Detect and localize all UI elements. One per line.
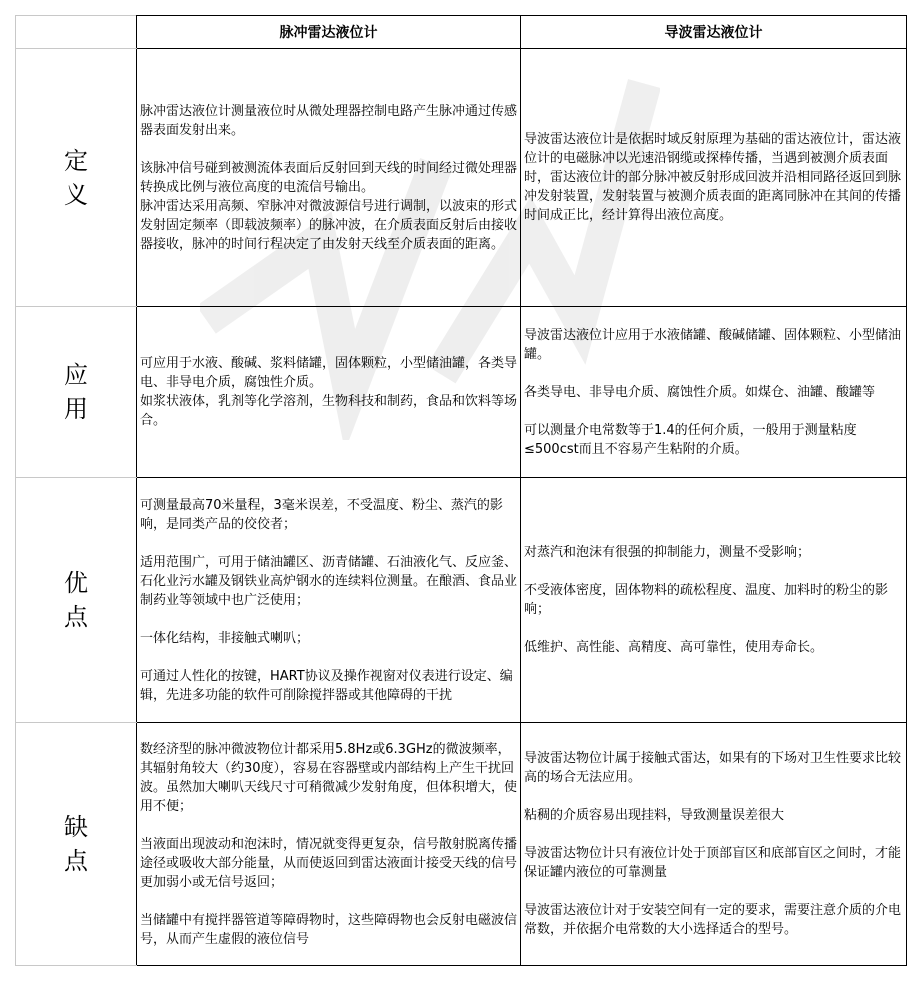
paragraph: 低维护、高性能、高精度、高可靠性，使用寿命长。 [524, 640, 824, 655]
label-char: 义 [64, 180, 88, 209]
paragraph: 导波雷达液位计对于安装空间有一定的要求，需要注意介质的介电常数，并依据介电常数的大小选择适合的型号。 [524, 903, 902, 937]
paragraph: 该脉冲信号碰到被测流体表面后反射回到天线的时间经过微处理器转换成比例与液位高度的电流信号输出。 [140, 160, 518, 195]
paragraph: 如浆状液体，乳剂等化学溶剂，生物科技和制药，食品和饮料等场合。 [140, 394, 518, 428]
paragraph: 当液面出现波动和泡沫时，情况就变得更复杂，信号散射脱离传播途径或吸收大部分能量，从而使返回到雷达液面计接受天线的信号更加弱小或无信号返回； [140, 836, 518, 890]
advantages-guided-cell [521, 478, 907, 723]
paragraph: 各类导电、非导电介质、腐蚀性介质。如煤仓、油罐、酸罐等 [524, 384, 876, 400]
label-char: 应 [64, 361, 88, 389]
row-label-application [16, 307, 137, 478]
paragraph: 对蒸汽和泡沫有很强的抑制能力，测量不受影响； [524, 545, 811, 560]
paragraph: 一体化结构，非接触式喇叭； [140, 630, 310, 646]
row-label-advantages [16, 478, 137, 723]
row-disadvantages [16, 723, 907, 966]
label-char: 点 [64, 603, 88, 631]
disadvantages-pulse-cell [137, 723, 521, 966]
paragraph: 可应用于水液、酸碱、浆料储罐，固体颗粒，小型储油罐，各类导电、非导电介质，腐蚀性介质。 [140, 356, 518, 390]
label-char: 点 [64, 847, 88, 875]
paragraph: 可测量最高70米量程，3毫米误差，不受温度、粉尘、蒸汽的影响，是同类产品的佼佼者； [140, 497, 503, 532]
definition-pulse-cell [137, 49, 521, 307]
header-pulse-radar: 脉冲雷达液位计 [137, 16, 521, 49]
label-char: 优 [64, 569, 88, 597]
paragraph: 不受液体密度，固体物料的疏松程度、温度、加料时的粉尘的影响； [524, 583, 889, 617]
paragraph: 可以测量介电常数等于1.4的任何介质，一般用于测量粘度≤500cst而且不容易产生粘附的介质。 [524, 422, 857, 457]
paragraph: 当储罐中有搅拌器管道等障碍物时，这些障碍物也会反射电磁波信号，从而产生虚假的液位信号 [140, 912, 518, 947]
comparison-table [15, 15, 907, 966]
label-char: 定 [64, 146, 88, 175]
label-char: 用 [64, 395, 88, 423]
paragraph: 导波雷达物位计属于接触式雷达，如果有的下场对卫生性要求比较高的场合无法应用。 [524, 751, 902, 785]
paragraph: 适用范围广，可用于储油罐区、沥青储罐、石油液化气、反应釜、石化业污水罐及钢铁业高炉钢水的连续料位测量。在酿酒、食品业制药业等领域中也广泛使用； [140, 554, 518, 608]
header-guided-wave-radar: 导波雷达液位计 [521, 16, 907, 49]
definition-guided-cell [521, 49, 907, 307]
application-guided-cell [521, 307, 907, 478]
application-pulse-cell [137, 307, 521, 478]
row-label-definition [16, 49, 137, 307]
row-advantages [16, 478, 907, 723]
row-application [16, 307, 907, 478]
row-definition [16, 49, 907, 307]
header-row [16, 16, 907, 49]
paragraph: 可通过人性化的按键，HART协议及操作视窗对仪表进行设定、编辑，先进多功能的软件可削除搅拌器或其他障碍的干扰 [140, 668, 513, 703]
paragraph: 导波雷达物位计只有液位计处于顶部盲区和底部盲区之间时，才能保证罐内液位的可靠测量 [524, 846, 902, 880]
row-label-disadvantages [16, 723, 137, 966]
disadvantages-guided-cell [521, 723, 907, 966]
paragraph: 导波雷达液位计是依据时域反射原理为基础的雷达液位计，雷达液位计的电磁脉冲以光速沿钢缆或探棒传播，当遇到被测介质表面时，雷达液位计的部分脉冲被反射形成回波并沿相同路径返回到脉冲发射装置，发射装置与被测介质表面的距离同脉冲在其间的传播时间成正比，经计算得出液位高度。 [524, 132, 902, 223]
paragraph: 导波雷达液位计应用于水液储罐、酸碱储罐、固体颗粒、小型储油罐。 [524, 327, 902, 362]
paragraph: 脉冲雷达采用高频、窄脉冲对微波源信号进行调制，以波束的形式发射固定频率（即载波频率）的脉冲波，在介质表面反射后由接收器接收，脉冲的时间行程决定了由发射天线至介质表面的距离。 [140, 198, 518, 252]
paragraph: 粘稠的介质容易出现挂料，导致测量误差很大 [524, 808, 785, 823]
corner-cell [16, 16, 137, 49]
advantages-pulse-cell [137, 478, 521, 723]
label-char: 缺 [64, 813, 88, 841]
paragraph: 数经济型的脉冲微波物位计都采用5.8Hz或6.3GHz的微波频率，其辐射角较大（约30度），容易在容器壁或内部结构上产生干扰回波。虽然加大喇叭天线尺寸可稍微减少发射角度，但体积增大，使用不便； [140, 741, 518, 814]
paragraph: 脉冲雷达液位计测量液位时从微处理器控制电路产生脉冲通过传感器表面发射出来。 [140, 103, 518, 138]
